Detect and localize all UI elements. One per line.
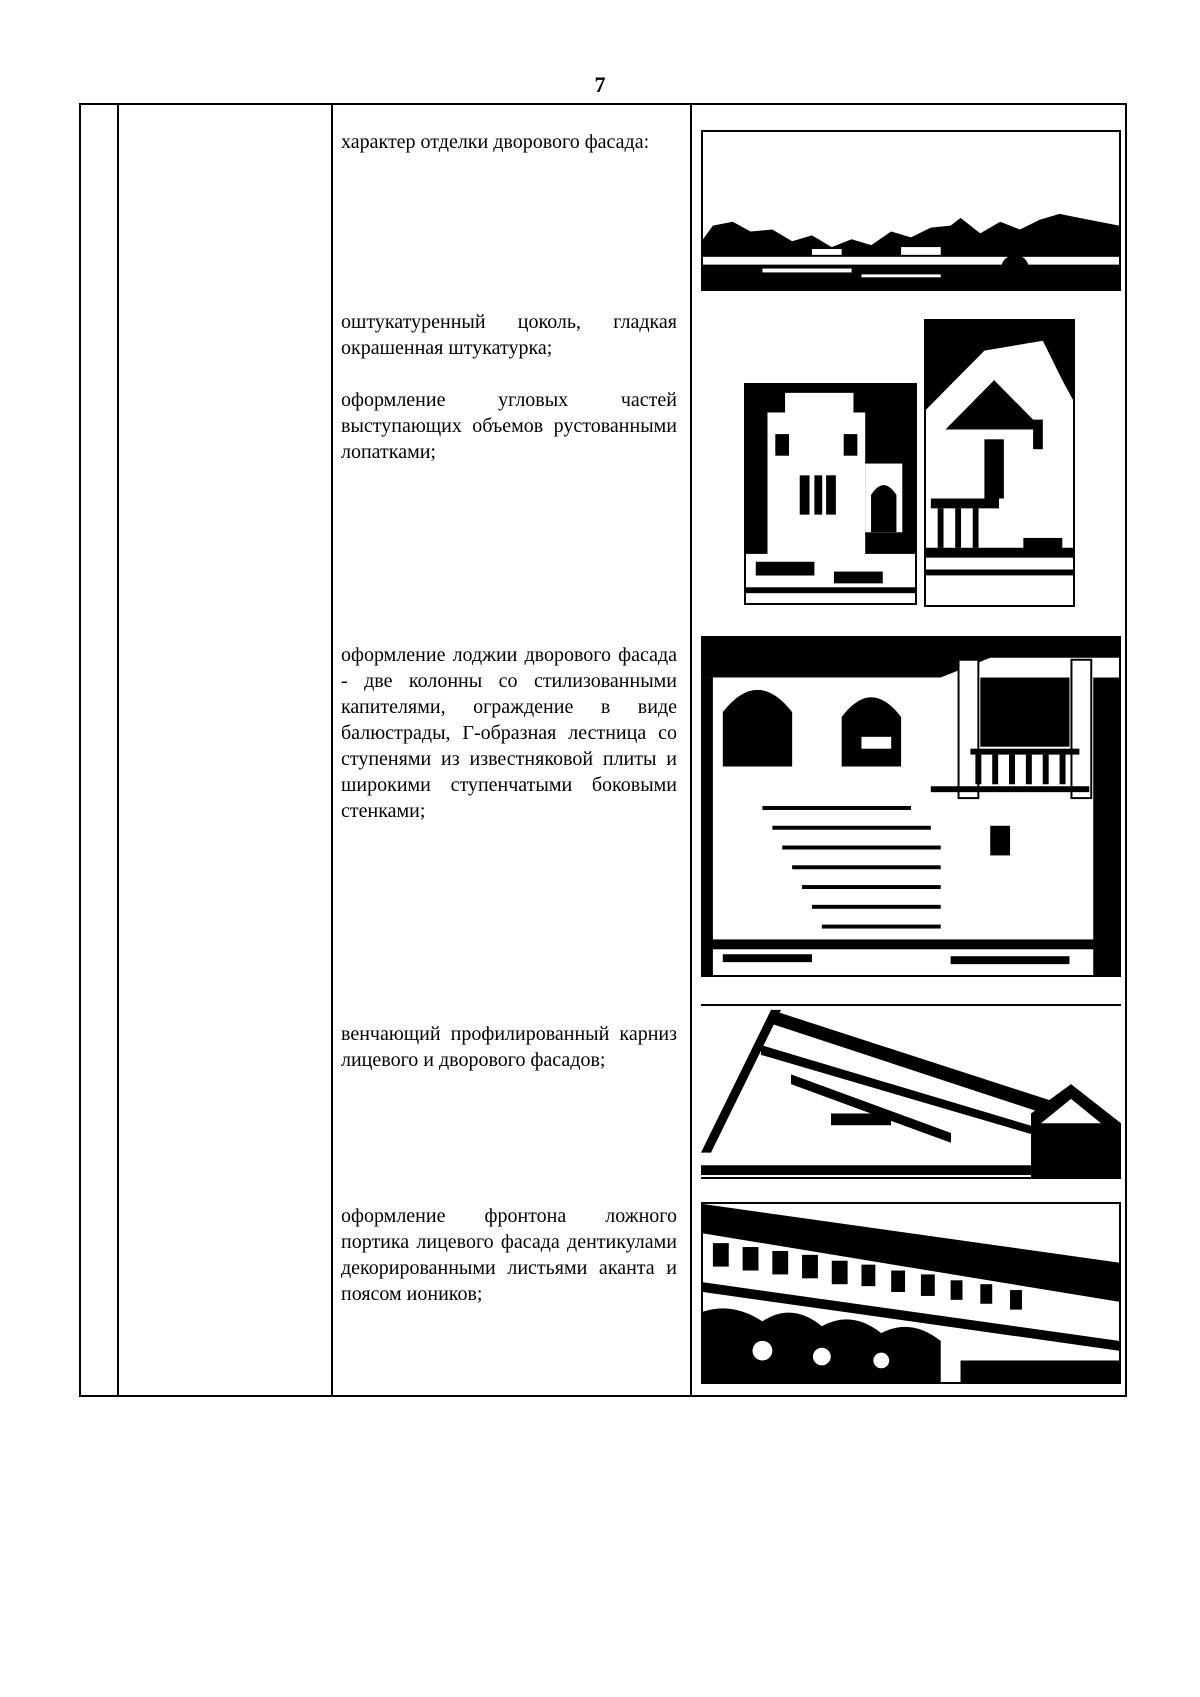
courtyard-facade-photo [701, 130, 1121, 291]
pediment-dentils-photo [701, 1202, 1121, 1384]
column-divider [117, 105, 119, 1395]
page-number: 7 [594, 72, 606, 97]
item-cornice-text: венчающий профилированный карниз лицевого и дворового фасадов; [341, 1023, 677, 1071]
item-loggia-text: оформление лоджии дворового фасада - две колонны со стилизованными капителями, ограждение в виде балюстрады, Г-образная лестница со ступенями из известняковой плиты и широкими ступенчатыми боковыми стенками; [341, 644, 677, 822]
corner-building-photo-left [744, 383, 917, 605]
column-divider [690, 105, 692, 1395]
loggia-staircase-photo [701, 636, 1121, 977]
item-corner-pilasters-text: оформление угловых частей выступающих объемов рустованными лопатками; [341, 389, 677, 463]
item-courtyard-facade-text: характер отделки дворового фасада: [341, 131, 650, 153]
column-divider [331, 105, 333, 1395]
corner-building-photo-right [924, 319, 1075, 607]
item-pediment-text: оформление фронтона ложного портика лицевого фасада дентикулами декорированными листьями аканта и поясом иоников; [341, 1205, 677, 1305]
cornice-photo [701, 1004, 1121, 1179]
item-plinth-plaster-text: оштукатуренный цоколь, гладкая окрашенная штукатурка; [341, 311, 677, 359]
